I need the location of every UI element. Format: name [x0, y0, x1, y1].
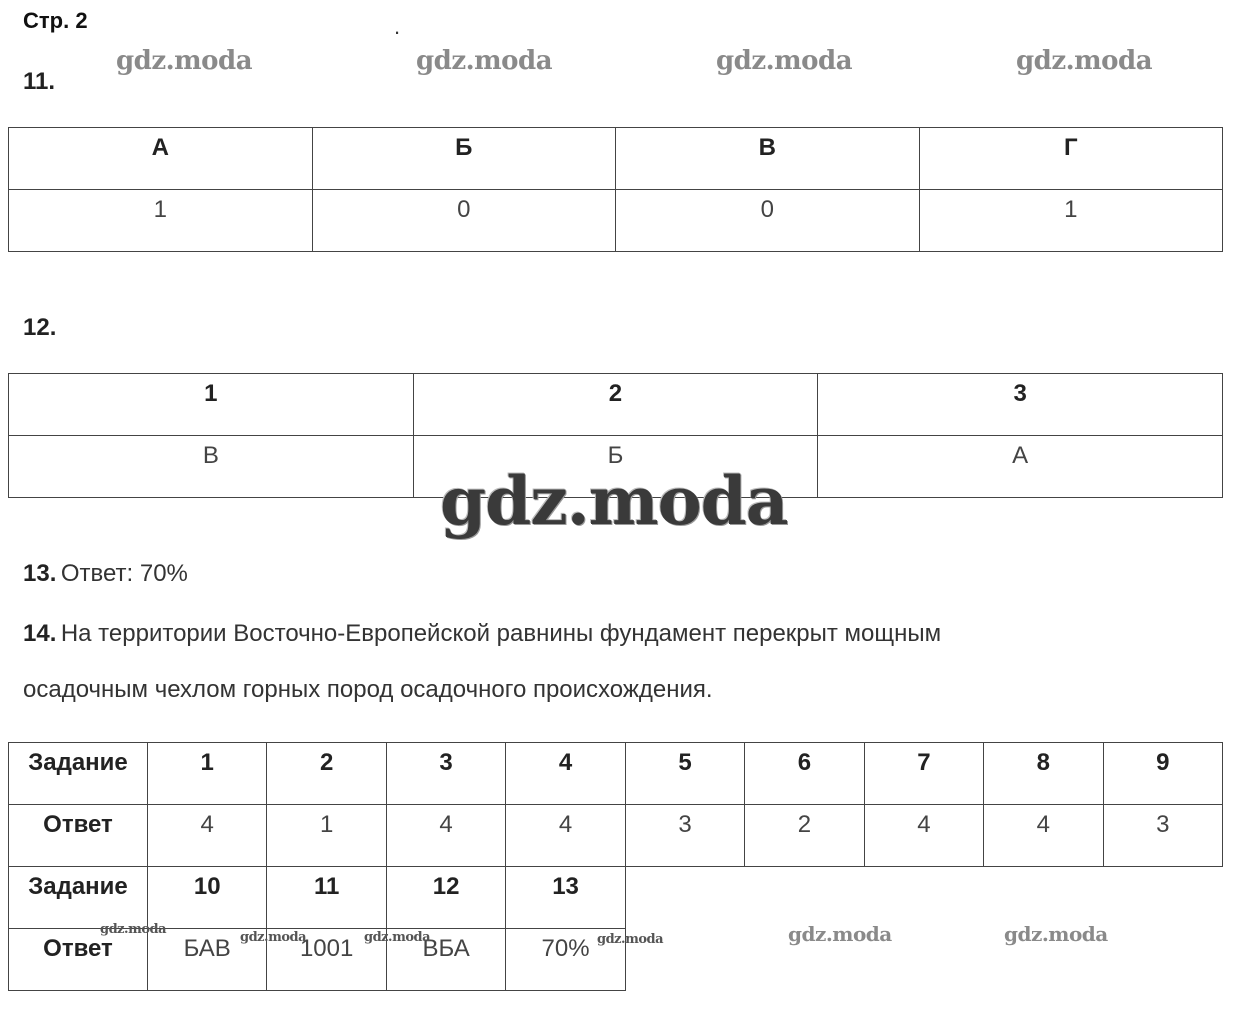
table-row [9, 190, 1223, 252]
table-cell: 0 [312, 190, 616, 252]
table-row-tasks-2 [9, 867, 1223, 929]
answer-label: Ответ [9, 929, 148, 991]
table-header-cell: 1 [9, 374, 414, 436]
watermark: gdz.moda [788, 922, 892, 946]
question-number-11: 11. [23, 68, 56, 95]
table-cell: 0 [616, 190, 920, 252]
watermark: gdz.moda [716, 46, 853, 76]
answer-value: 4 [984, 805, 1103, 867]
task-number: 9 [1103, 743, 1222, 805]
page-label: Стр. 2 [23, 8, 88, 33]
table-header-cell: 2 [413, 374, 818, 436]
task-number: 11 [267, 867, 386, 929]
answer-value: 4 [386, 805, 505, 867]
answer-value: 3 [1103, 805, 1222, 867]
table-header-cell: Г [919, 128, 1223, 190]
table-header-cell: В [616, 128, 920, 190]
empty-area [625, 929, 1222, 991]
answer-value: 70% [506, 929, 625, 991]
question-number-14: 14. [23, 620, 57, 647]
table-cell: Б [413, 436, 818, 498]
answer-label: Ответ [9, 805, 148, 867]
watermark: gdz.moda [100, 922, 167, 937]
task-number: 8 [984, 743, 1103, 805]
task-number: 3 [386, 743, 505, 805]
question-number-13: 13. [23, 560, 57, 587]
question-number-12: 12. [23, 314, 57, 341]
watermark: gdz.moda [1016, 46, 1153, 76]
task-number: 12 [386, 867, 505, 929]
answer-table-11 [8, 127, 1223, 252]
table-row-answers-1 [9, 805, 1223, 867]
answer-value: 1 [267, 805, 386, 867]
table-cell: 1 [919, 190, 1223, 252]
answer-value: БАВ [147, 929, 266, 991]
watermark: gdz.moda [1004, 922, 1108, 946]
watermark: gdz.moda [597, 932, 664, 947]
task-label: Задание [9, 743, 148, 805]
task-number: 10 [147, 867, 266, 929]
task-label: Задание [9, 867, 148, 929]
task-number: 1 [147, 743, 266, 805]
answer-value: 1001 [267, 929, 386, 991]
answer-text-14-line2: осадочным чехлом горных пород осадочного происхождения. [23, 676, 713, 703]
answer-value: 3 [625, 805, 744, 867]
table-header-cell: Б [312, 128, 616, 190]
watermark: gdz.moda [116, 46, 253, 76]
answer-value: 4 [506, 805, 625, 867]
task-number: 7 [864, 743, 983, 805]
task-number: 13 [506, 867, 625, 929]
answer-value: 4 [147, 805, 266, 867]
answer-value: 4 [864, 805, 983, 867]
dot-mark: . [394, 14, 401, 39]
table-header-row [9, 374, 1223, 436]
task-number: 6 [745, 743, 864, 805]
watermark: gdz.moda [364, 930, 431, 945]
task-number: 4 [506, 743, 625, 805]
table-cell: А [818, 436, 1223, 498]
watermark: gdz.moda [416, 46, 553, 76]
table-header-cell: 3 [818, 374, 1223, 436]
answer-text-13: Ответ: 70% [60, 560, 188, 587]
task-number: 5 [625, 743, 744, 805]
question-14 [23, 620, 941, 648]
task-number: 2 [267, 743, 386, 805]
table-header-cell: А [9, 128, 313, 190]
question-13 [23, 560, 188, 588]
watermark-large: gdz.moda [440, 462, 788, 540]
table-cell: 1 [9, 190, 313, 252]
watermark: gdz.moda [240, 930, 307, 945]
table-cell: В [9, 436, 414, 498]
table-row-tasks-1 [9, 743, 1223, 805]
summary-table [8, 742, 1223, 991]
answer-text-14-line1: На территории Восточно-Европейской равнины фундамент перекрыт мощным [60, 620, 942, 647]
answer-value: 2 [745, 805, 864, 867]
answer-value: ВБА [386, 929, 505, 991]
table-header-row [9, 128, 1223, 190]
empty-area [625, 867, 1222, 929]
